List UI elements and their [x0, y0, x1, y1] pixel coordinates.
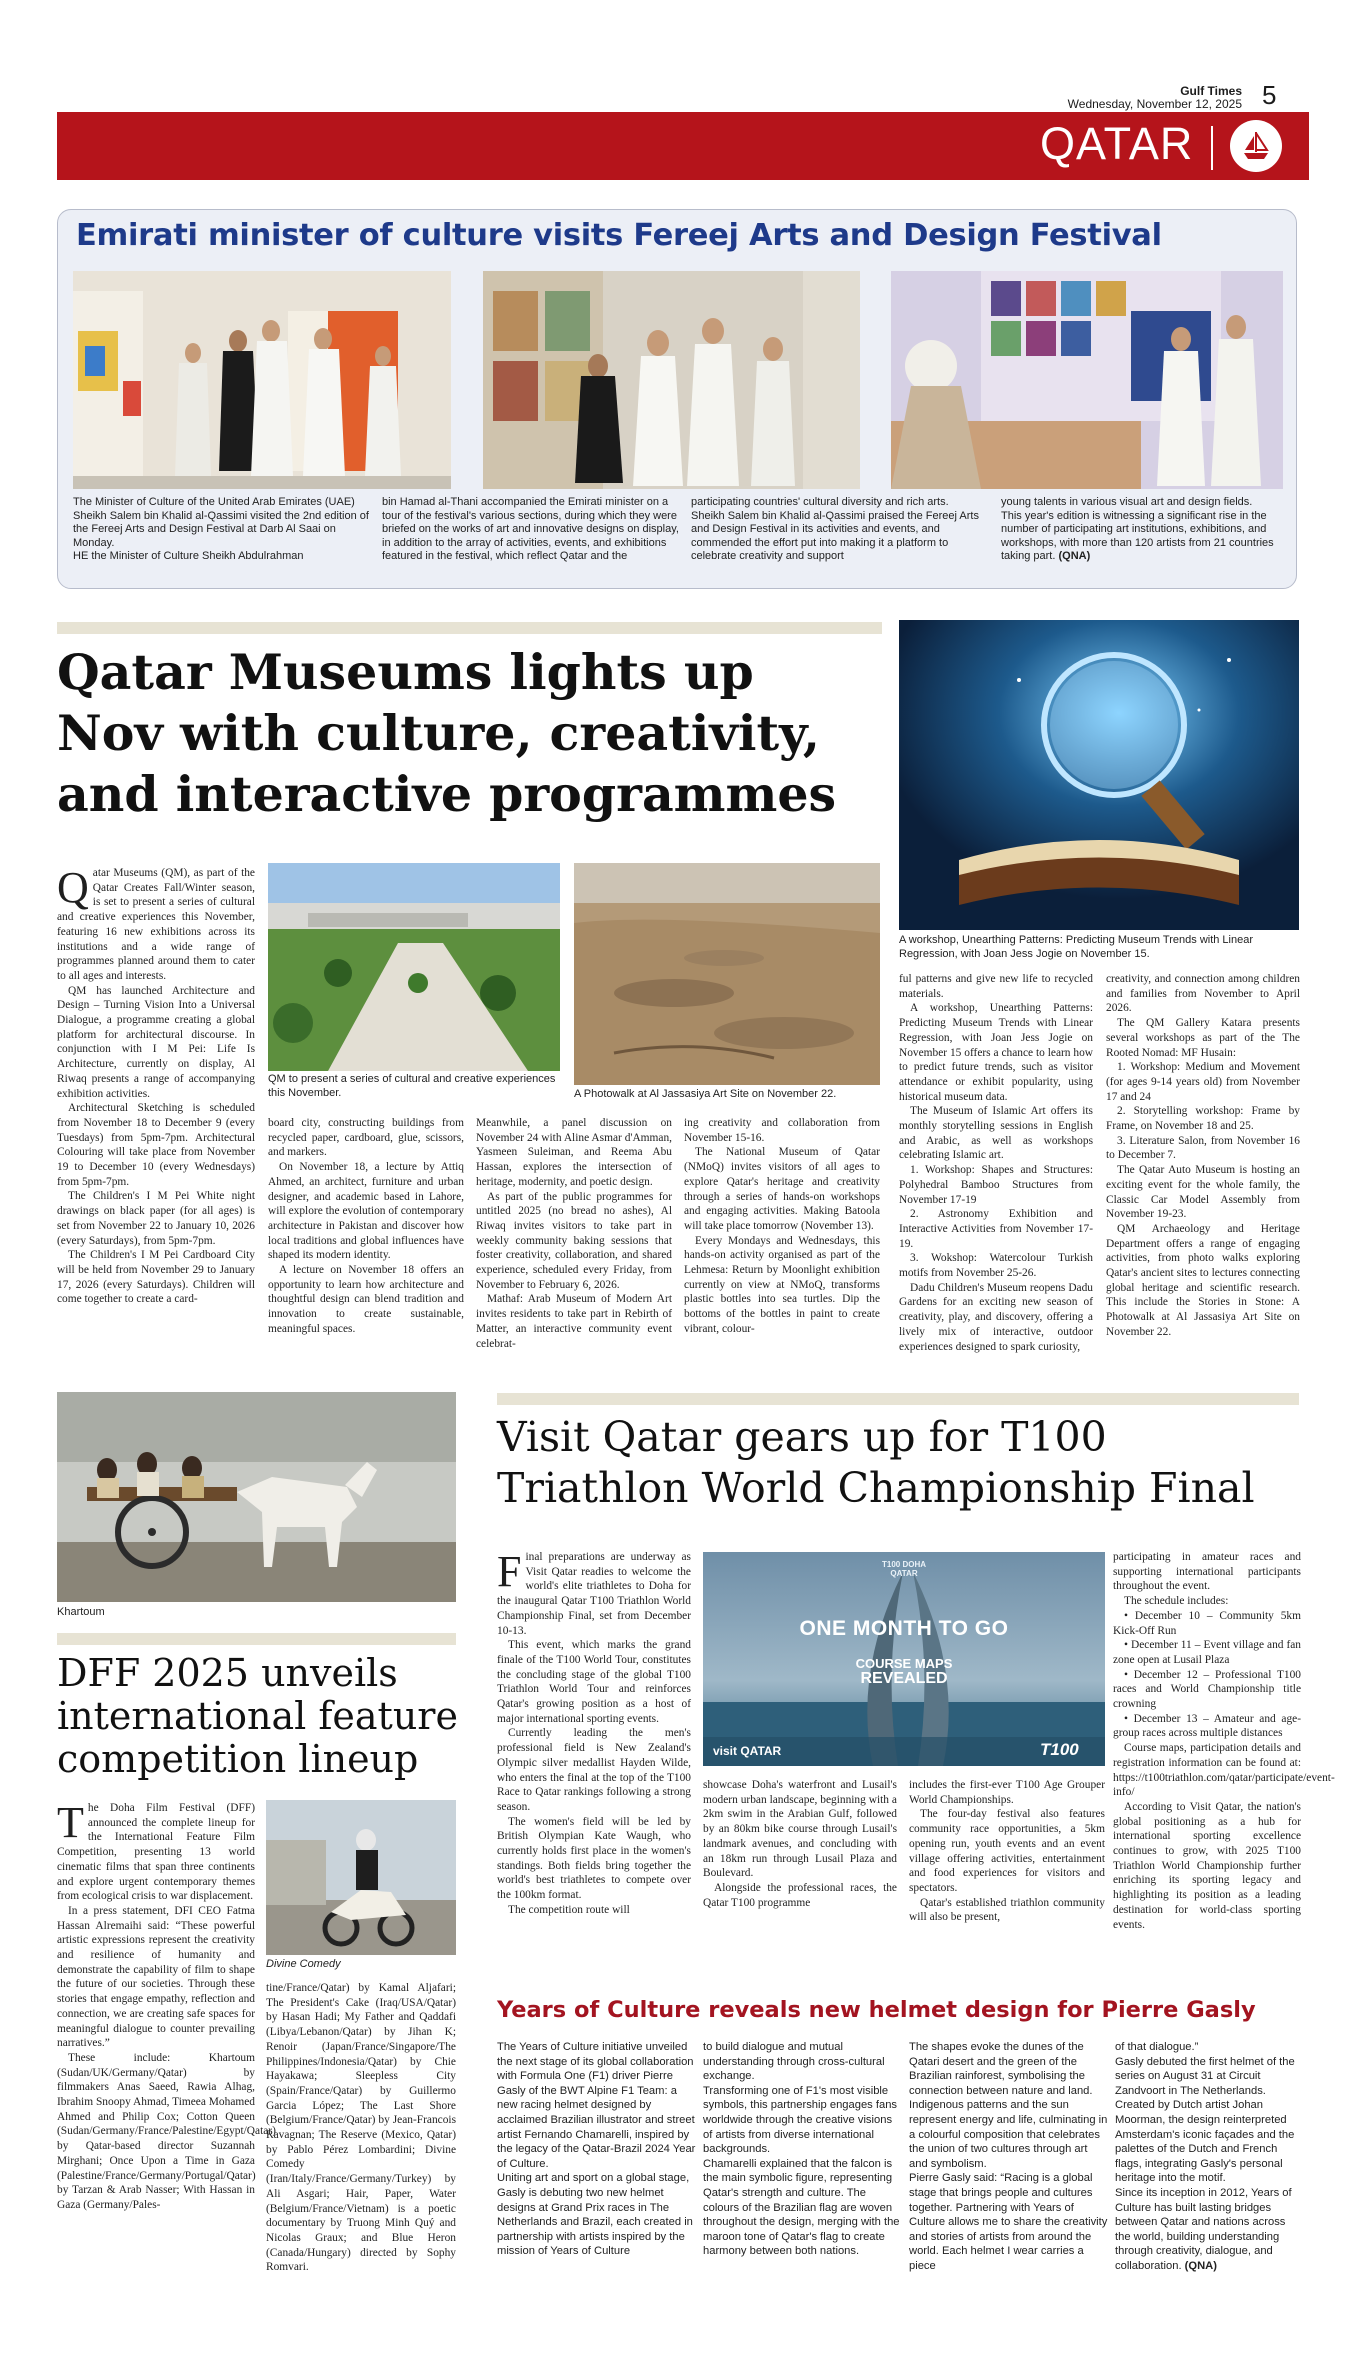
qm-headline-line-1: Qatar Museums lights up [57, 643, 754, 701]
qm-headline-line-2: Nov with culture, creativity, [57, 704, 820, 762]
helmet-col-1: The Years of Culture initiative unveiled the next stage of its global collaboration with Formula One (F1) driver Pierre Gasly of the BWT Alpine F1 Team: a new racing helmet designed by acclaimed Brazilian illustrator and street artist Fernando Chamarelli, inspired by the legacy of the Qatar-Brazil 2024 Year of Culture. Uniting art and sport on a global stage, Gasly is debuting two new helmet designs at Grand Prix races in The Netherlands and Brazil, each created in partnership with artists inspired by the mission of Years of Culture [497, 2041, 696, 2258]
emirati-caption-2: bin Hamad al-Thani accompanied the Emirati minister on a tour of the festival's various sections, during which they were briefed on the works of art and innovative designs on display, in addition to the array of activities, events, and exhibitions featured in the festival, which reflect Qatar and the [382, 496, 679, 562]
qm-col-5: ful patterns and give new life to recycled materials. A workshop, Unearthing Patterns: Predicting Museum Trends with Linear Regression, with Joan Jess Jogie on November 15 offers a chance to learn how to predict future trends, such as visitor attendance or exhibit popularity, using historical museum data. The Museum of Islamic Art offers its monthly storytelling sessions in English and Arabic, as well as workshops celebrating Islamic art. 1. Workshop: Shapes and Structures: Polyhedral Bamboo Structures from November 17-19 2. Astronomy Exhibition and Interactive Activities from November 17-19. 3. Wokshop: Watercolour Turkish motifs from November 25-26. Dadu Children's Museum reopens Dadu Gardens for an exciting new season of creativity, play, and discovery, offering a lively mix of interactive, outdoor experiences designed to spark curiosity, [899, 973, 1093, 1353]
poster-sub-2: REVEALED [860, 1670, 948, 1687]
helmet-col-3: The shapes evoke the dunes of the Qatari desert and the green of the Brazilian rainforest, symbolising the connection between nature and land. Indigenous patterns and the sun represent energy and life, culminating in a colourful composition that celebrates the union of two cultures through art and symbolism. Pierre Gasly said: “Racing is a global stage that brings people and cultures together. Partnering with Years of Culture allows me to share the creativity and stories of artists from around the world. Each helmet I wear carries a piece [909, 2041, 1108, 2272]
t100-drop-cap: F [497, 1547, 522, 1596]
qm-col-2: board city, constructing buildings from recycled paper, cardboard, glue, scissors, and markers. On November 18, a lecture by Attiq Ahmed, an architect, furniture and urban designer, and academic based in Lahore, will explore the evolution of contemporary architecture in Pakistan and discover how local traditions and global influences have shaped its modern identity. A lecture on November 18 offers an opportunity to learn how architecture and thoughtful design can blend tradition and innovation to create sustainable, meaningful spaces. [268, 1117, 464, 1335]
book-photo [899, 620, 1299, 930]
emirati-caption-4: young talents in various visual art and design fields. This year's edition is witnessing a significant rise in the number of participating art institutions, exhibitions, and workshops, with more than 120 artists from 21 countries taking part. (QNA) [1001, 496, 1274, 562]
emirati-photo-3 [891, 271, 1283, 489]
emirati-caption-1: The Minister of Culture of the United Arab Emirates (UAE) Sheikh Salem bin Khalid al-Qassimi visited the 2nd edition of the Fereej Arts and Design Festival at Darb Al Saai on Monday. HE the Minister of Culture Sheikh Abdulrahman [73, 496, 369, 562]
dff-drop-cap: T [57, 1798, 84, 1847]
book-caption: A workshop, Unearthing Patterns: Predicting Museum Trends with Linear Regression, with Joan Jess Jogie on November 15. [899, 934, 1254, 960]
poster-brand-left: visit QATAR [713, 1744, 782, 1758]
t100-col-1: Final preparations are underway as Visit Qatar readies to welcome the world's elite triathletes to Doha for the inaugural Qatar T100 Triathlon World Championship Final, set from December 10-13. This event, which marks the grand finale of the T100 World Tour, constitutes the concluding stage of the global T100 Triathlon World Tour and reinforces Qatar's growing position as a host of major international sporting events. Currently leading the men's professional field is New Zealand's Olympic silver medallist Hayden Wilde, who enters the final at the top of the T100 Race to Qatar rankings following a strong season. The women's field will be led by British Olympian Kate Waugh, who currently holds first place in the women's standings. Both fields bring together the world's best triathletes to compete over the 100km format. The competition route will [497, 1547, 691, 1916]
qm-col-6: creativity, and connection among children and families from November to April 2026. The QM Gallery Katara presents several workshops as part of the The Rooted Nomad: MF Husain: 1. Workshop: Medium and Movement (for ages 9-14 years old) from November 17 and 24 2. Storytelling workshop: Frame by Frame, on November 18 and 25. 3. Literature Salon, from November 16 to December 7. The Qatar Auto Museum is hosting an exciting event for the whole family, the Classic Car Model Assembly from November 19-23. QM Archaeology and Heritage Department offers a range of engaging activities, from photo walks exploring Qatar's ancient sites to lectures connecting global heritage and scientific research. This include the Stories in Stone: A Photowalk at Al Jassasiya Art Site on November 22. [1106, 973, 1300, 1338]
paper-name: Gulf Times [1180, 84, 1242, 98]
cart-photo [57, 1392, 456, 1602]
dff-headline: DFF 2025 unveils international feature competition lineup [57, 1651, 458, 1781]
page-number: 5 [1262, 80, 1277, 110]
park-photo [268, 863, 560, 1071]
qm-col-4: ing creativity and collaboration from November 15-16. The National Museum of Qatar (NMoQ) invites visitors of all ages to explore Qatar's heritage and creativity through a series of hands-on workshops and engaging activities. Making Batoola will take place tomorrow (November 13). Every Mondays and Wednesdays, this hands-on activity organised as part of the Lehmesa: Return by Moonlight exhibition currently on view at NMoQ, transforms plastic bottles into sea turtles. Dip the bottoms of the bottles in paint to create vibrant, colour- [684, 1117, 880, 1335]
qm-drop-cap: Q [57, 863, 89, 912]
emirati-headline: Emirati minister of culture visits Fereej Arts and Design Festival [76, 218, 1162, 253]
t100-col-2: showcase Doha's waterfront and Lusail's modern urban landscape, beginning with a 2km swim in the Arabian Gulf, followed by an 80km bike course through Lusail's landmark avenues, and concluding with an 18km run through Lusail Plaza and Boulevard. Alongside the professional races, the Qatar T100 programme [703, 1779, 897, 1909]
helmet-col-2: to build dialogue and mutual understanding through cross-cultural exchange. Transforming one of F1's most visible symbols, this partnership engages fans worldwide through the creative visions of artists from diverse international backgrounds. Chamarelli explained that the falcon is the main symbolic figure, representing Qatar's strength and culture. The colours of the Brazilian flag are woven throughout the design, merging with the maroon tone of Qatar's flag to create harmony between both nations. [703, 2041, 900, 2258]
t100-headline: Visit Qatar gears up for T100 Triathlon World Championship Final [497, 1413, 1255, 1512]
desert-caption: A Photowalk at Al Jassasiya Art Site on November 22. [574, 1088, 837, 1100]
issue-date: Wednesday, November 12, 2025 [1067, 97, 1242, 111]
t100-col-3: includes the first-ever T100 Age Grouper World Championships. The four-day festival also features community race opportunities, a 5km opening run, youth events and an event village offering activities, entertainment and food experiences for visitors and spectators. Qatar's established triathlon community will also be present, [909, 1779, 1105, 1924]
helmet-col-4: of that dialogue.” Gasly debuted the first helmet of the series on August 31 at Circuit Zandvoort in The Netherlands. Created by Dutch artist Johan Moorman, the design reinterpreted Amsterdam's iconic façades and the palettes of the Dutch and French flags, integrating Gasly's personal heritage into the motif. Since its inception in 2012, Years of Culture has built lasting bridges between Qatar and nations across the world, building understanding through creativity, dialogue, and collaboration. (QNA) [1115, 2041, 1295, 2272]
section-title: QATAR [1040, 118, 1194, 169]
moto-photo [266, 1800, 456, 1955]
helmet-headline: Years of Culture reveals new helmet design for Pierre Gasly [497, 1997, 1256, 2023]
emirati-caption-3: participating countries' cultural diversity and rich arts. Sheikh Salem bin Khalid al-Qassimi praised the Fereej Arts and Design Festival in its activities and events, and commended the effort put into making it a platform to celebrate creativity and support [691, 496, 979, 562]
poster-sub-1: COURSE MAPS [855, 1656, 953, 1671]
t100-col-4: participating in amateur races and supporting international participants throughout the event. The schedule includes: • December 10 – Community 5km Kick-Off Run • December 11 – Event village and fan zone open at Lusail Plaza • December 12 – Professional T100 races and World Championship title crowning • December 13 – Amateur and age-group races across multiple distances Course maps, participation details and registration information can be found at: https://t100triathlon.com/qatar/participate/event-info/ According to Visit Qatar, the nation's global positioning as a hub for international sporting excellence continues to grow, with 2025 T100 Triathlon World Championship further enriching its sporting legacy and highlighting its position as a leading destination for world-class sporting events. [1113, 1551, 1335, 1931]
cart-caption: Khartoum [57, 1606, 105, 1618]
dff-col-1: The Doha Film Festival (DFF) announced the complete lineup for the International Feature Film Competition, presenting 13 world cinematic films that span three continents and explore urgent contemporary themes from ecological crisis to war displacement. In a press statement, DFI CEO Fatma Hassan Alremaihi said: “These powerful artistic expressions represent the creativity and resilience of humanity and demonstrate the capability of film to shape the future of our societies. Through these stories that engage empathy, reflection and connection, we are creating safe spaces for meaningful dialogue to counter prevailing narratives.” These include: Khartoum (Sudan/UK/Germany/Qatar) by filmmakers Anas Saeed, Rawia Alhag, Ibrahim Snoopy Ahmad, Timeea Mohamed Ahmed and Philip Cox; Cotton Queen (Sudan/Germany/France/Palestine/Egypt/Qatar) by Qatar-based director Suzannah Mirghani; Once Upon a Time in Gaza (Palestine/France/Germany/Portugal/Qatar) by Tarzan & Arab Nasser; With Hassan in Gaza (Germany/Pales- [57, 1798, 276, 2211]
park-caption: QM to present a series of cultural and creative experiences this November. [268, 1073, 556, 1099]
section-divider [1211, 126, 1213, 170]
dff-top-rule [57, 1633, 456, 1645]
emirati-photo-2 [483, 271, 860, 489]
dff-col-2: tine/France/Qatar) by Kamal Aljafari; The President's Cake (Iraq/USA/Qatar) by Hasan Hadi; My Father and Qaddafi (Libya/Lebanon/Qatar) by Jihan K; Renoir (Japan/France/Singapore/The Philippines/Indonesia/Qatar) by Chie Hayakawa; Sleepless City (Spain/France/Qatar) by Guillermo Garcia López; The Last Shore (Belgium/France/Qatar) by Jean-Francois Ravagnan; The Reserve (Mexico, Qatar) by Pablo Pérez Lombardini; Divine Comedy (Iran/Italy/France/Germany/Turkey) by Ali Asgari; Hair, Paper, Water (Belgium/France/Vietnam) is a poetic documentary by Truong Minh Quý and Nicolas Graux; and Blue Heron (Canada/Hungary) directed by Sophy Romvari. [266, 1982, 456, 2274]
dhow-logo-icon [1230, 120, 1282, 172]
poster-brand-right: T100 [1040, 1740, 1079, 1759]
poster-headline: ONE MONTH TO GO [799, 1617, 1009, 1640]
qm-top-rule [57, 622, 882, 634]
moto-caption: Divine Comedy [266, 1958, 341, 1970]
qm-col-1: Qatar Museums (QM), as part of the Qatar Creates Fall/Winter season, is set to present a series of cultural and creative experiences this November, featuring 16 new exhibitions across its institutions and a wide range of programmes planned around them to cater to all ages and interests. QM has launched Architecture and Design – Turning Vision Into a Universal Dialogue, a programme creating a global platform for architectural discourse. In conjunction with I M Pei: Life Is Architecture, currently on display, Al Riwaq presents a range of accompanying exhibition activities. Architectural Sketching is scheduled from November 18 to December 9 (every Tuesdays) from 5pm-7pm. Architectural Colouring will take place from November 19 to December 10 (every Wednesdays) from 5pm-7pm. The Children's I M Pei White night drawings on black paper (for all ages) is set from November 22 to January 10, 2026 (every Saturdays), from 5pm-7pm. The Children's I M Pei Cardboard City will be held from November 29 to January 17, 2026 (every Saturdays). Children will come together to create a card- [57, 863, 255, 1306]
t100-top-rule [497, 1393, 1299, 1405]
qm-col-3: Meanwhile, a panel discussion on November 24 with Aline Asmar d'Amman, Yasmeen Suleiman, and Reema Abu Hassan, explores the intersection of heritage, modernity, and poetic design. As part of the public programmes for untitled 2025 (no bread no ashes), Al Riwaq invites visitors to take part in weekly community baking sessions that foster creativity, collaboration, and shared experience, scheduled every Friday, from November to February 6, 2026. Mathaf: Arab Museum of Modern Art invites residents to take part in Rebirth of Matter, an interactive community event celebrat- [476, 1117, 672, 1350]
qm-headline-line-3: and interactive programmes [57, 765, 837, 823]
emirati-photo-1 [73, 271, 451, 489]
desert-photo [574, 863, 880, 1085]
poster-top-logo: T100 DOHA QATAR [881, 1560, 926, 1578]
